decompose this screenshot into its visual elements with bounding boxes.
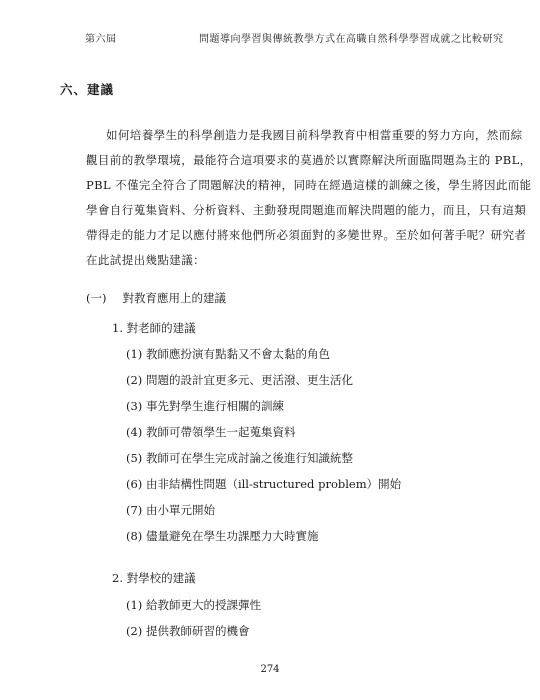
teacher-suggestions-title: 1. 對老師的建議 [112, 321, 196, 335]
intro-paragraph-line: 如何培養學生的科學創造力是我國目前科學教育中相當重要的努力方向，然而綜 [106, 128, 523, 142]
teacher-suggestion-item: (2) 問題的設計宜更多元、更活潑、更生活化 [126, 373, 353, 387]
running-header-title: 問題導向學習與傳統教學方式在高職自然科學學習成就之比較研究 [199, 34, 504, 45]
page-number: 274 [260, 664, 280, 675]
teacher-suggestion-item: (7) 由小單元開始 [126, 503, 215, 517]
intro-paragraph-line: PBL 不僅完全符合了問題解決的精神，同時在經過這樣的訓練之後，學生將因此而能 [86, 178, 532, 192]
school-suggestion-item: (2) 提供教師研習的機會 [126, 624, 250, 638]
section-title: 六、建議 [60, 82, 115, 97]
intro-paragraph-line: 學會自行蒐集資料、分析資料、主動發現問題進而解決問題的能力，而且，只有這類 [86, 203, 527, 217]
intro-paragraph-line: 帶得走的能力才足以應付將來他們所必須面對的多變世界。至於如何著手呢？研究者 [86, 228, 527, 242]
teacher-suggestion-item: (3) 事先對學生進行相關的訓練 [126, 399, 284, 413]
teacher-suggestion-item: (8) 儘量避免在學生功課壓力大時實施 [126, 529, 319, 543]
school-suggestion-item: (1) 給教師更大的授課彈性 [126, 598, 261, 612]
teacher-suggestion-item: (1) 教師應扮演有點黏又不會太黏的角色 [126, 347, 330, 361]
running-header-session: 第六屆 [85, 34, 117, 45]
subsection-title: 對教育應用上的建議 [122, 291, 226, 305]
subsection-heading [86, 290, 226, 306]
teacher-suggestion-item: (6) 由非結構性問題（ill-structured problem）開始 [126, 477, 402, 491]
intro-paragraph-line: 在此試提出幾點建議： [86, 253, 205, 267]
intro-paragraph-line: 觀目前的教學環境，最能符合這項要求的莫過於以實際解決所面臨問題為主的 PBL， [86, 153, 532, 167]
school-suggestions-title: 2. 對學校的建議 [112, 571, 196, 585]
subsection-number: (一) [86, 291, 107, 305]
teacher-suggestion-item: (4) 教師可帶領學生一起蒐集資料 [126, 425, 296, 439]
teacher-suggestion-item: (5) 教師可在學生完成討論之後進行知識統整 [126, 451, 353, 465]
